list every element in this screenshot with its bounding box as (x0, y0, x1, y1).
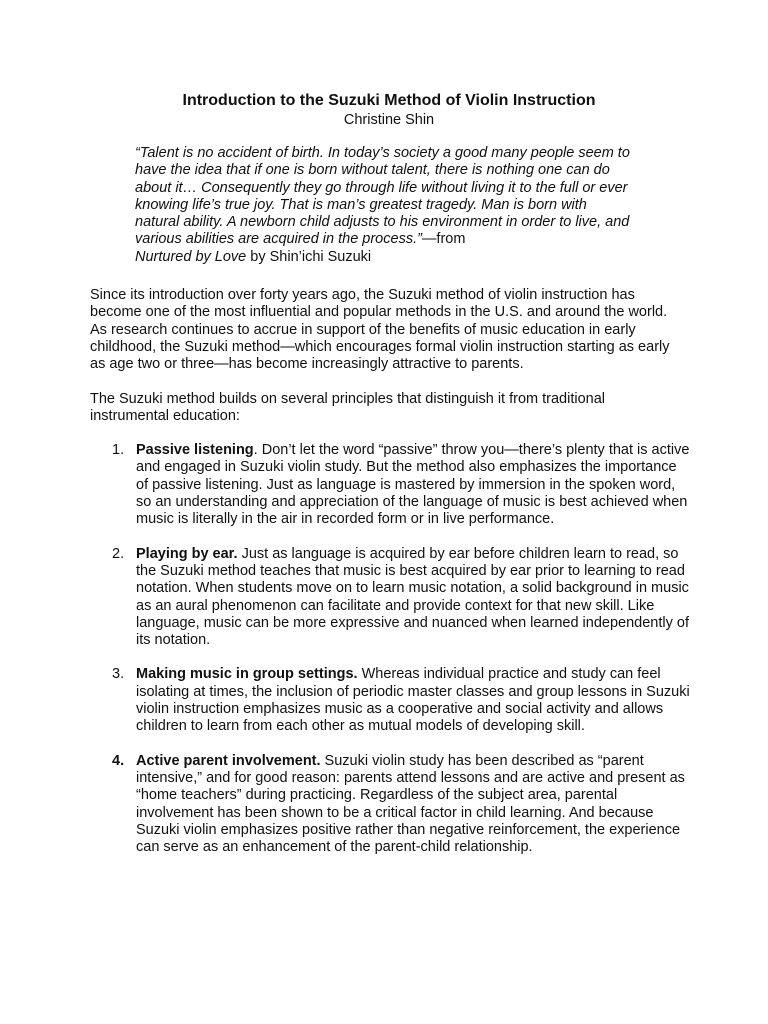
principles-list (90, 442, 688, 856)
document-author: Christine Shin (343, 112, 435, 128)
document-title: Introduction to the Suzuki Method of Violin Instruction (182, 92, 596, 109)
epigraph-text: “Talent is no accident of birth. In today’s society a good many people seem to have the idea that if one is born without talent, there is nothing one can do about it… Consequently they go through life without living it to the full or ever knowing life’s true joy. That is man’s greatest tragedy. Man is born with natural ability. A newborn child adjusts to his environment in order to live, and various abilities are acquired in the process.” (135, 145, 630, 248)
list-item-term: Playing by ear. (136, 545, 238, 562)
list-item-number: 2. (112, 545, 125, 562)
list-item (90, 753, 691, 857)
list-item (90, 546, 691, 650)
list-item-term: Making music in group settings. (136, 666, 358, 683)
list-item-text: Whereas individual practice and study can feel isolating at times, the inclusion of periodic master classes and group lessons in Suzuki violin instruction emphasizes music as a cooperative and social activity and allows children to learn from each other as mutual models of developing skill. (136, 666, 690, 735)
list-item-text: Suzuki violin study has been described as “parent intensive,” and for good reason: parents attend lessons and are active and present as “home teachers” during practicing. Regardless of the subject area, parental involvement has been shown to be a critical factor in child learning. And because Suzuki violin emphasizes positive rather than negative reinforcement, the experience can serve as an enhancement of the parent-child relationship. (136, 752, 685, 856)
intro-paragraph: Since its introduction over forty years ago, the Suzuki method of violin instruction has become one of the most influential and popular methods in the U.S. and around the world. As research continues to accrue in support of the benefits of music education in early childhood, the Suzuki method—which encourages formal violin instruction starting as early as age two or three—has become increasingly attractive to parents. (90, 287, 670, 373)
epigraph-source-title: Nurtured by Love (135, 248, 247, 265)
epigraph-source-author: by Shin’ichi Suzuki (246, 248, 372, 265)
principles-lead-paragraph: The Suzuki method builds on several principles that distinguish it from traditional instrumental education: (90, 390, 606, 424)
epigraph (135, 145, 635, 266)
list-item (90, 666, 691, 735)
list-item-term: Passive listening (136, 442, 254, 459)
list-item-number: 3. (112, 666, 125, 683)
list-item-term: Active parent involvement. (136, 752, 321, 769)
list-item-text: Just as language is acquired by ear before children learn to read, so the Suzuki method teaches that music is best acquired by ear prior to learning to read notation. When students move on to learn music notation, a solid background in music as an aural phenomenon can facilitate and provide context for that new skill. Like language, music can be more expressive and nuanced when learned independently of its notation. (136, 545, 689, 649)
epigraph-from: —from (421, 231, 466, 248)
list-item-number: 4. (112, 752, 125, 769)
list-item (90, 442, 691, 528)
list-item-text: . Don’t let the word “passive” throw you—there’s plenty that is active and engaged in Suzuki violin study. But the method also emphasizes the importance of passive listening. Just as language is mastered by immersion in the spoken word, so an understanding and appreciation of the language of music is best achieved when music is literally in the air in recorded form or in live performance. (136, 442, 690, 528)
list-item-number: 1. (112, 442, 125, 459)
